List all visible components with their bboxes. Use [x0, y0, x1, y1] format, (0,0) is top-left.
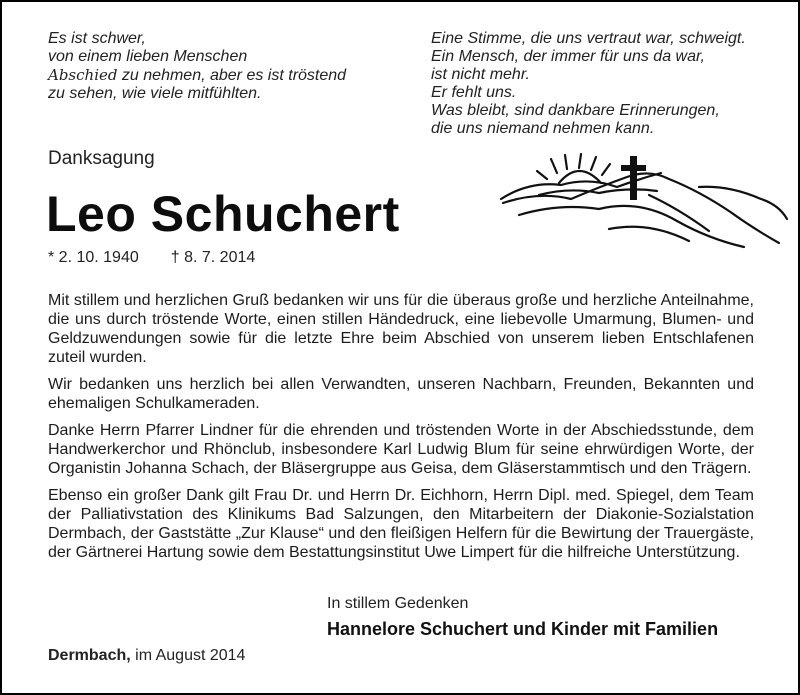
- poem-right-line: Eine Stimme, die uns vertraut war, schweigt.: [431, 30, 746, 47]
- life-dates: [48, 249, 255, 267]
- poem-right-line: Ein Mensch, der immer für uns da war,: [431, 48, 705, 65]
- body-paragraph: Ebenso ein großer Dank gilt Frau Dr. und Herrn Dr. Eichhorn, Herrn Dipl. med. Spiegel, dem Team der Palliativstation des Klinikums Bad Salzungen, den Mitarbeitern der Diakonie-Sozialstation Dermbach, der Gaststätte „Zur Klause“ und den fleißigen Helfern für die Bewirtung der Trauergäste, der Gärtnerei Hartung sowie dem Bestattungsinstitut Uwe Limpert für die hilfreiche Unterstützung.: [48, 487, 754, 561]
- death-date: † 8. 7. 2014: [170, 249, 256, 266]
- place-city: Dermbach,: [48, 647, 131, 664]
- body-paragraph: Mit stillem und herzlichen Gruß bedanken wir uns für die überaus große und herzliche Anteilnahme, die uns durch tröstende Worte, einen stillen Händedruck, eine liebevolle Umarmung, Blumen- und Geldzuwendungen sowie für die letzte Ehre beim Abschied von unserem lieben Entschlafenen zuteil wurden.: [48, 292, 754, 366]
- poem-right-line: die uns niemand nehmen kann.: [431, 120, 655, 137]
- closing-phrase: In stillem Gedenken: [327, 595, 469, 612]
- birth-date: * 2. 10. 1940: [48, 249, 139, 266]
- place-date: im August 2014: [130, 647, 246, 664]
- body-text: [48, 291, 754, 570]
- poem-left-line: zu sehen, wie viele mitfühlten.: [48, 85, 262, 102]
- poem-right: [431, 30, 791, 138]
- poem-right-line: ist nicht mehr.: [431, 66, 530, 83]
- body-paragraph: Wir bedanken uns herzlich bei allen Verwandten, unseren Nachbarn, Freunden, Bekannten und ehemaligen Schulkameraden.: [48, 376, 754, 412]
- poem-left-line: [48, 66, 408, 85]
- poem-right-line: Er fehlt uns.: [431, 84, 517, 101]
- notice-heading: Danksagung: [48, 148, 155, 169]
- poem-left: [48, 30, 408, 103]
- cross-on-hill-with-sunrise-icon: [499, 151, 789, 251]
- family-signature: Hannelore Schuchert und Kinder mit Familien: [327, 619, 719, 639]
- poem-right-line: Was bleibt, sind dankbare Erinnerungen,: [431, 102, 720, 119]
- place-and-date: [48, 647, 245, 665]
- body-paragraph: Danke Herrn Pfarrer Lindner für die ehrenden und tröstenden Worte in der Abschiedsstunde, dem Handwerkerchor und Rhönclub, insbesondere Karl Ludwig Blum für seine ehrwürdigen Worte, der Organistin Johanna Schach, der Bläsergruppe aus Geisa, dem Gläserstammtisch und den Trägern.: [48, 422, 754, 477]
- poem-left-line: von einem lieben Menschen: [48, 48, 248, 65]
- poem-left-line: Es ist schwer,: [48, 30, 146, 47]
- poem-left-line-rest: zu nehmen, aber es ist tröstend: [117, 67, 347, 84]
- poem-left-script-word: Abschied: [48, 66, 118, 84]
- deceased-name: Leo Schuchert: [46, 186, 400, 242]
